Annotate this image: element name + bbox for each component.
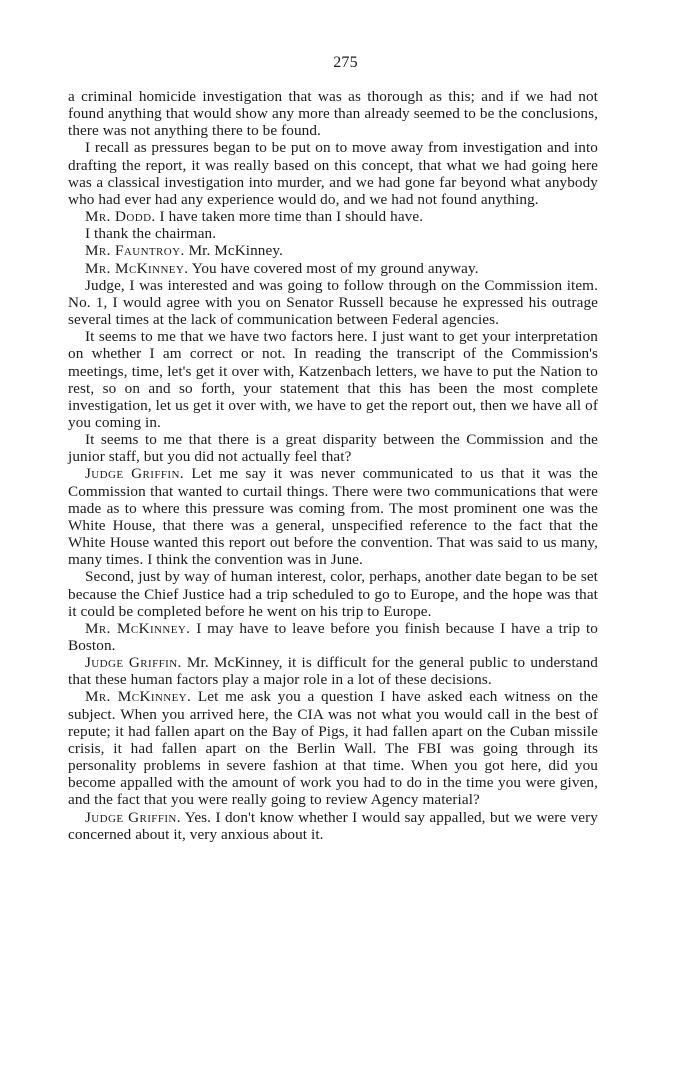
paragraph-text: I thank the chairman. [85, 225, 217, 243]
paragraph-text: You have covered most of my ground anyway. [191, 259, 479, 277]
paragraph [68, 431, 598, 465]
paragraph-text: Second, just by way of human interest, color, perhaps, another date began to be set because the Chief Justice had a trip scheduled to go to Europe, and the hope was that it could be completed before he went on his trip to Europe. [68, 568, 598, 620]
paragraph-text: Mr. McKinney, it is difficult for the general public to understand that these human factors play a major role in a lot of these decisions. [68, 654, 598, 689]
paragraph-text: I recall as pressures began to be put on to move away from investigation and into drafting the report, it was really based on this concept, that what we had going here was a classical investigation into murder, and we had gone far beyond what anybody who had ever had any experience would do, and we had not found anything. [68, 139, 598, 208]
paragraph [68, 88, 598, 139]
speaker-name: Mr. Dodd. [85, 208, 156, 226]
paragraph-text: Mr. McKinney. [188, 242, 283, 260]
paragraph [68, 654, 598, 688]
paragraph-text: I may have to leave before you finish because I have a trip to Boston. [68, 619, 598, 654]
paragraph [68, 809, 598, 843]
paragraph [68, 242, 598, 259]
paragraph-text: Judge, I was interested and was going to follow through on the Commission item. No. 1, I would agree with you on Senator Russell because he expressed his outrage several times at the lack of communication between Federal agencies. [68, 276, 598, 329]
speaker-name: Mr. McKinney. [85, 619, 191, 637]
paragraph [68, 277, 598, 328]
paragraph [68, 465, 598, 568]
speaker-name: Mr. McKinney. [85, 688, 192, 706]
paragraph-text: Let me ask you a question I have asked each witness on the subject. When you arrived here, the CIA was not what you would call in the best of repute; it had fallen apart on the Bay of Pigs, it had fallen apart on the Cuban missile crisis, it had fallen apart on the Berlin Wall. The FBI was going through its personality problems in severe fashion at that time. When you got here, did you become appalled with the amount of work you had to do in the time you were given, and the fact that you were really going to review Agency material? [68, 688, 598, 809]
paragraph [68, 688, 598, 808]
speaker-name: Judge Griffin. [85, 465, 184, 483]
paragraph [68, 208, 598, 225]
paragraph [68, 139, 598, 208]
speaker-name: Mr. Fauntroy. [85, 242, 185, 260]
body-text [68, 88, 598, 843]
paragraph [68, 568, 598, 619]
paragraph-text: a criminal homicide investigation that was as thorough as this; and if we had not found anything that would show any more than already seemed to be the conclusions, there was not anything there to be found. [68, 88, 598, 140]
paragraph [68, 225, 598, 242]
speaker-name: Judge Griffin. [85, 808, 181, 826]
speaker-name: Mr. McKinney. [85, 259, 189, 277]
paragraph [68, 260, 598, 277]
paragraph-text: Let me say it was never communicated to us that it was the Commission that wanted to curtail things. There were two communications that were made as to where this pressure was coming from. The most prominent one was the White House, that there was a general, unspecified reference to the fact that the White House wanted this report out before the convention. That was said to us many, many times. I think the convention was in June. [68, 465, 598, 569]
paragraph-text: Yes. I don't know whether I would say appalled, but we were very concerned about it, very anxious about it. [68, 808, 599, 843]
paragraph [68, 620, 598, 654]
paragraph-text: I have taken more time than I should have. [159, 208, 424, 226]
paragraph-text: It seems to me that we have two factors here. I just want to get your interpretation on whether I am correct or not. In reading the transcript of the Commission's meetings, time, let's get it over with, Katzenbach letters, we have to put the Nation to rest, so on and so forth, your statement that this has been the most complete investigation, let us get it over with, we have to get the report out, then we have all of you coming in. [68, 328, 598, 431]
speaker-name: Judge Griffin. [85, 654, 182, 672]
page-number: 275 [333, 54, 358, 71]
paragraph-text: It seems to me that there is a great disparity between the Commission and the junior staff, but you did not actually feel that? [68, 431, 598, 466]
paragraph [68, 328, 598, 431]
